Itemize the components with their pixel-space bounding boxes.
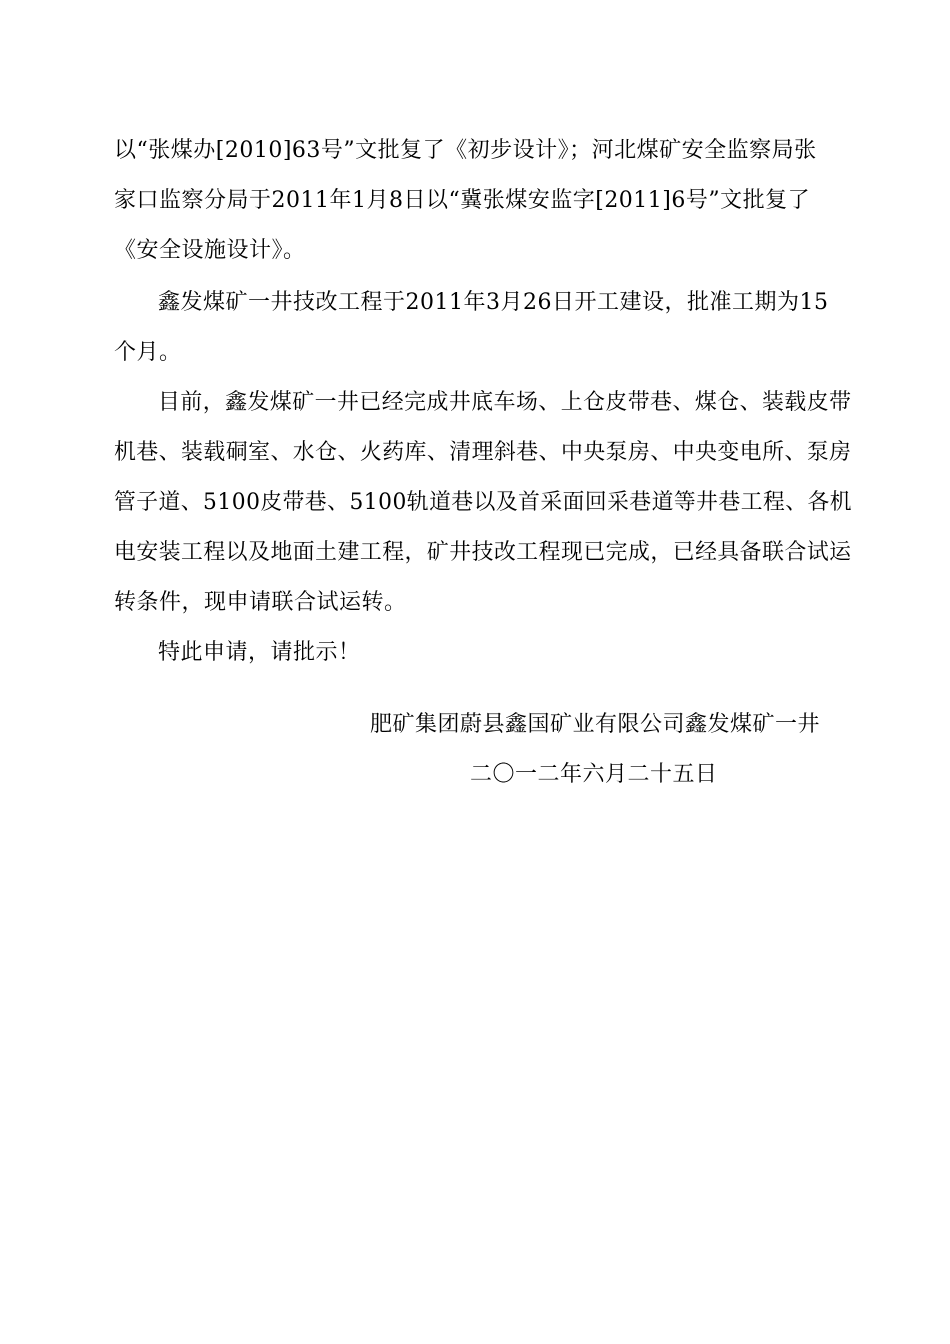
signature-date: 二〇一二年六月二十五日 [470,762,718,787]
paragraph-1-line-2: 家口监察分局于2011年1月8日以“冀张煤安监字[2011]6号”文批复了 [114,188,811,213]
paragraph-3-line-2: 机巷、装载硐室、水仓、火药库、清理斜巷、中央泵房、中央变电所、泵房 [114,440,852,465]
paragraph-3-line-5: 转条件，现申请联合试运转。 [114,590,407,615]
signature-organization: 肥矿集团蔚县鑫国矿业有限公司鑫发煤矿一井 [370,712,821,737]
paragraph-2-line-2: 个月。 [114,340,182,365]
paragraph-3-line-3: 管子道、5100皮带巷、5100轨道巷以及首采面回采巷道等井巷工程、各机 [114,490,853,515]
paragraph-3-line-1: 目前，鑫发煤矿一井已经完成井底车场、上仓皮带巷、煤仓、装载皮带 [158,390,852,415]
paragraph-1-line-1: 以“张煤办[2010]63号”文批复了《初步设计》；河北煤矿安全监察局张 [114,138,817,163]
paragraph-2-line-1: 鑫发煤矿一井技改工程于2011年3月26日开工建设，批准工期为15 [158,290,829,315]
paragraph-4-line-1: 特此申请，请批示！ [158,640,361,665]
paragraph-1-line-3: 《安全设施设计》。 [114,238,306,263]
paragraph-3-line-4: 电安装工程以及地面土建工程，矿井技改工程现已完成，已经具备联合试运 [114,540,852,565]
